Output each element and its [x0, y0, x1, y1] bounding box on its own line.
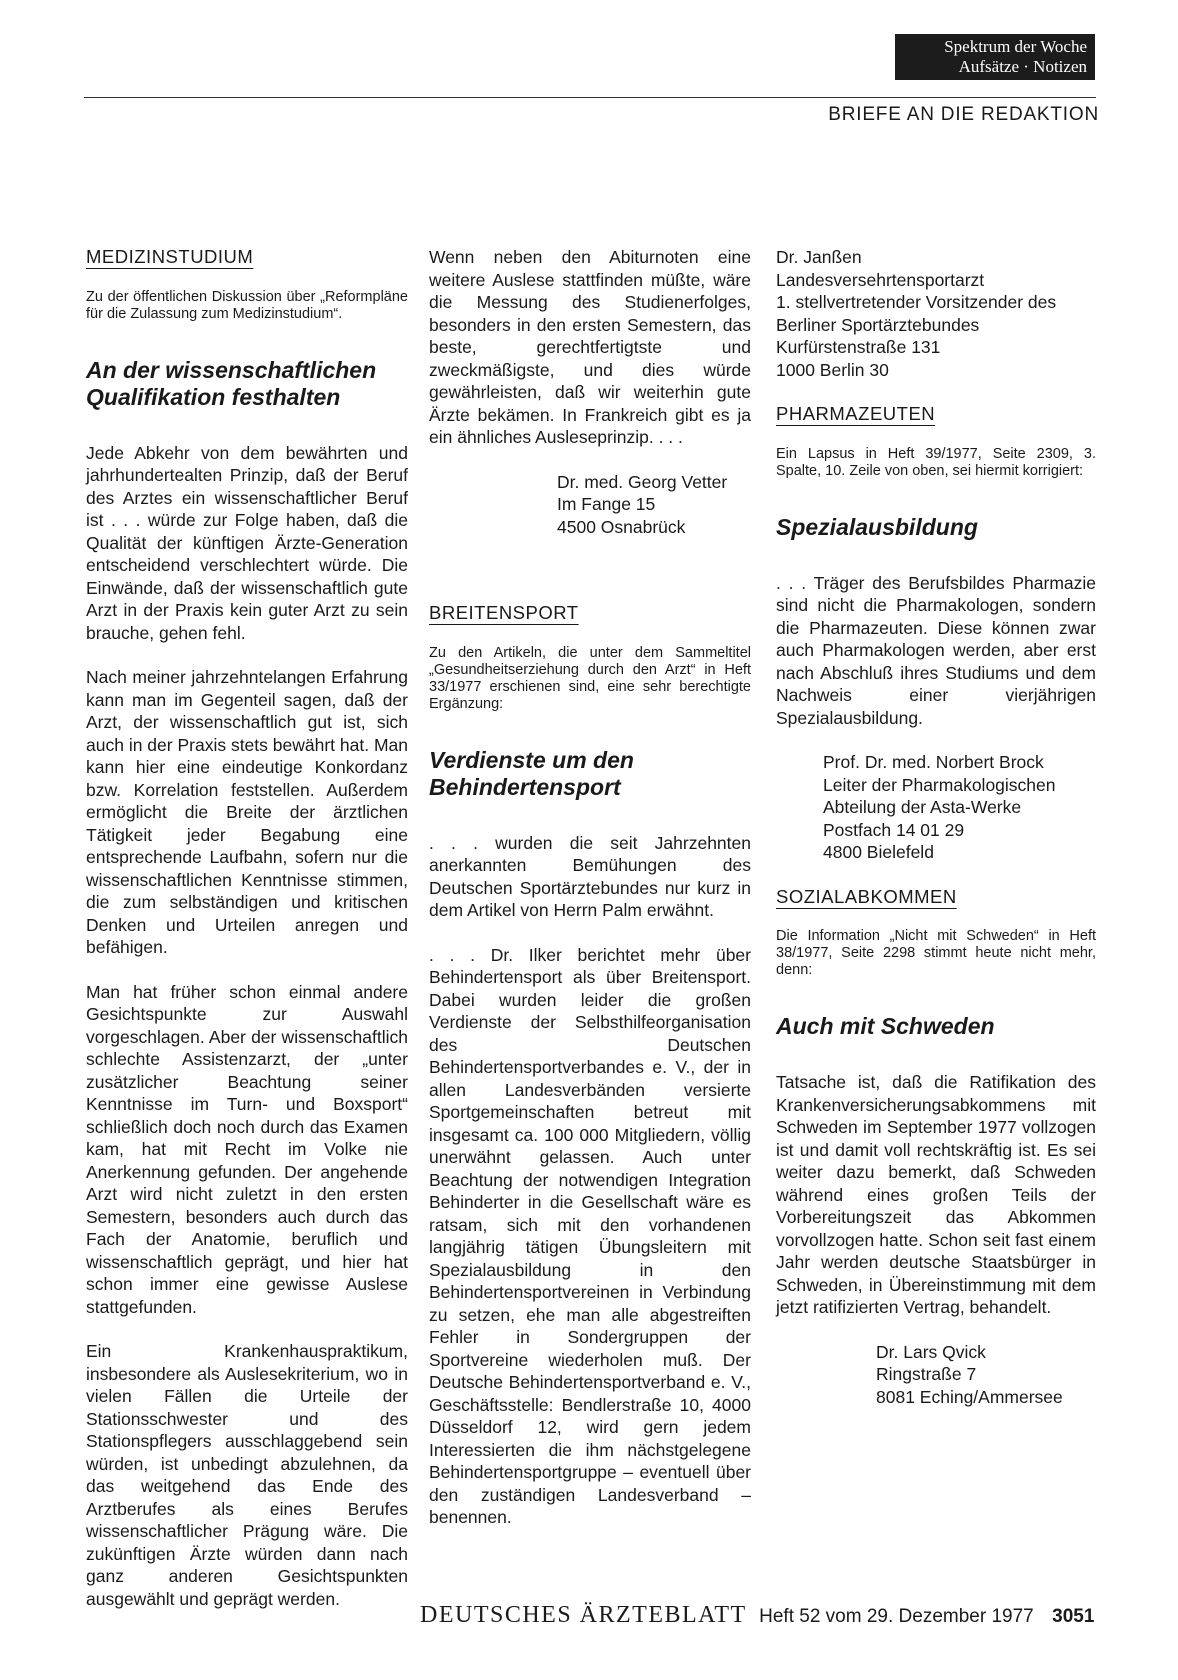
- signature-line: Abteilung der Asta-Werke: [823, 797, 1022, 817]
- page-number: 3051: [1052, 1606, 1095, 1627]
- rubric-sozialabkommen: SOZIALABKOMMEN: [776, 885, 957, 907]
- letter-headline: Auch mit Schweden: [776, 1013, 995, 1039]
- page-footer: [420, 1602, 1094, 1629]
- signature-line: 1000 Berlin 30: [776, 359, 889, 380]
- letter-signature: [776, 246, 1096, 381]
- signature-line: Dr. Janßen: [776, 247, 862, 267]
- signature-line: 4500 Osnabrück: [557, 516, 686, 537]
- rubric-pharmazeuten: PHARMAZEUTEN: [776, 403, 936, 424]
- letter-paragraph: . . . wurden die seit Jahrzehnten anerkannten Bemühungen des Deutschen Sportärztebundes nur kurz in dem Artikel von Herrn Palm erwähnt.: [429, 832, 751, 920]
- signature-line: Im Fange 15: [557, 494, 656, 514]
- signature-line: Dr. med. Georg Vetter: [557, 471, 728, 492]
- letter-intro: Zu den Artikeln, die unter dem Sammeltitel „Gesundheitserziehung durch den Arzt“ in Heft 33/1977 erschienen sind, eine sehr berechtigte Ergänzung:: [429, 644, 751, 712]
- signature-line: 1. stellvertretender Vorsitzender des Berliner Sportärztebundes: [776, 292, 1057, 335]
- header-rule: [84, 97, 1096, 98]
- rubric-medizinstudium: MEDIZINSTUDIUM: [86, 246, 254, 267]
- signature-line: Leiter der Pharmakologischen: [823, 774, 1056, 795]
- section-badge: [895, 34, 1095, 80]
- column-2: [429, 246, 751, 1551]
- letter-signature: [876, 1341, 1096, 1409]
- signature-line: Prof. Dr. med. Norbert Brock: [823, 752, 1044, 772]
- column-1: [86, 246, 408, 1632]
- letter-signature: [823, 751, 1096, 864]
- issue-info: Heft 52 vom 29. Dezember 1977: [759, 1606, 1034, 1627]
- letter-intro: Ein Lapsus in Heft 39/1977, Seite 2309, 3. Spalte, 10. Zeile von oben, sei hiermit korrigiert:: [776, 445, 1096, 479]
- letter-paragraph: Nach meiner jahrzehntelangen Erfahrung kann man im Gegenteil sagen, daß der Arzt, der wissenschaftlich gut ist, sich auch in der Praxis stets bewährt hat. Man kann hier eine eindeutige Konkordanz bzw. Korrelation feststellen. Außerdem ermöglicht die Breite der ärztlichen Tätigkeit jeder Begabung eine entsprechende Laufbahn, sofern nur die wissenschaftlichen Kenntnisse stimmen, die zum selbständigen und kritischen Denken und Urteilen anregen und befähigen.: [86, 667, 408, 957]
- letter-headline: An der wissenschaftlichen Qualifikation festhalten: [86, 356, 377, 410]
- column-3: [776, 246, 1096, 1430]
- letter-intro: Die Information „Nicht mit Schweden“ in Heft 38/1977, Seite 2298 stimmt heute nicht mehr, denn:: [776, 928, 1096, 978]
- letter-paragraph: Jede Abkehr von dem bewährten und jahrhundertealten Prinzip, daß der Beruf des Arztes ein wissenschaftlicher Beruf ist . . . würde zur Folge haben, daß die Qualität der künftigen Ärzte-Generation entscheidend verschlechtert würde. Die Einwände, daß der wissenschaftlich gute Arzt in der Praxis kein guter Arzt zu sein brauche, gehen fehl.: [86, 442, 408, 643]
- signature-line: 4800 Bielefeld: [823, 842, 934, 862]
- letter-paragraph: . . . Träger des Berufsbildes Pharmazie sind nicht die Pharmakologen, sondern die Pharmazeuten. Diese können zwar auch Pharmakologen werden, aber erst nach Abschluß ihres Studiums und dem Nachweis einer vierjährigen Spezialausbildung.: [776, 572, 1096, 728]
- journal-name: DEUTSCHES ÄRZTEBLATT: [420, 1602, 747, 1628]
- signature-line: Dr. Lars Qvick: [876, 1341, 986, 1362]
- letter-headline: Verdienste um den Behindertensport: [429, 746, 634, 800]
- signature-line: Landesversehrtensportarzt: [776, 269, 985, 290]
- letter-paragraph: Tatsache ist, daß die Ratifikation des Krankenversicherungsabkommens mit Schweden im September 1977 vollzogen ist und damit voll rechtskräftig ist. Es sei weiter dazu bemerkt, daß Schweden während eines großen Teils der Vorbereitungszeit das Abkommen vorvollzogen hatte. Schon seit fast einem Jahr werden deutsche Staatsbürger in Schweden, in Übereinstimmung mit dem jetzt ratifizierten Vertrag, behandelt.: [776, 1072, 1096, 1317]
- signature-line: Postfach 14 01 29: [823, 819, 965, 840]
- signature-line: Ringstraße 7: [876, 1364, 977, 1384]
- rubric-breitensport: BREITENSPORT: [429, 602, 579, 623]
- letter-intro: Zu der öffentlichen Diskussion über „Reformpläne für die Zulassung zum Medizinstudium“.: [86, 288, 408, 322]
- section-kicker: BRIEFE AN DIE REDAKTION: [828, 104, 1099, 125]
- letter-paragraph: Ein Krankenhauspraktikum, insbesondere als Auslesekriterium, wo in vielen Fällen die Urteile der Stationsschwester und des Stationspflegers ausschlaggebend sein würden, ist unbedingt abzulehnen, da das weitgehend das Ende des Arztberufes als eines Berufes wissenschaftlicher Prägung wäre. Die zukünftigen Ärzte würden dann nach ganz anderen Gesichtspunkten ausgewählt und geprägt werden.: [86, 1341, 408, 1609]
- signature-line: 8081 Eching/Ammersee: [876, 1386, 1063, 1407]
- letter-paragraph: Wenn neben den Abiturnoten eine weitere Auslese stattfinden müßte, wäre die Messung des Studienerfolges, besonders in den ersten Semestern, das beste, gerechtfertigtste und zweckmäßigste, und dies würde gewährleisten, daß wir weiterhin gute Ärzte bekämen. In Frankreich gibt es ja ein ähnliches Ausleseprinzip. . . .: [429, 247, 751, 447]
- letter-paragraph: Man hat früher schon einmal andere Gesichtspunkte zur Auswahl vorgeschlagen. Aber der wissenschaftlich schlechte Assistenzarzt, der „unter zusätzlicher Beachtung seiner Kenntnisse im Turn- und Boxsport“ schließlich doch noch durch das Examen kam, hat mit Recht im Volke nie Anerkennung gefunden. Der angehende Arzt wird nicht zuletzt in den ersten Semestern, besonders auch durch das Fach der Anatomie, beruflich und wissenschaftlich geprägt, und hier hat schon immer eine gewisse Auslese stattgefunden.: [86, 981, 408, 1317]
- letter-headline: Spezialausbildung: [776, 513, 978, 540]
- letter-signature: [557, 471, 751, 539]
- signature-line: Kurfürstenstraße 131: [776, 337, 941, 357]
- badge-line-2: Aufsätze · Notizen: [958, 57, 1087, 76]
- badge-line-1: Spektrum der Woche: [944, 37, 1087, 56]
- letter-paragraph: . . . Dr. Ilker berichtet mehr über Behindertensport als über Breitensport. Dabei wurden leider die großen Verdienste der Selbsthilfeorganisation des Deutschen Behindertensportverbandes e. V., der in allen Landesverbänden versierte Sportgemeinschaften betreut mit insgesamt ca. 100 000 Mitgliedern, völlig unerwähnt gelassen. Auch unter Beachtung der notwendigen Integration Behinderter in die Gesellschaft wäre es ratsam, sich mit den vorhandenen langjährig tätigen Übungsleitern mit Spezialausbildung in den Behindertensportvereinen in Verbindung zu setzen, ehe man alle abgestreiften Fehler in Sondergruppen der Sportvereine wiederholen muß. Der Deutsche Behindertensportverband e. V., Geschäftsstelle: Bendlerstraße 10, 4000 Düsseldorf 12, wird gern jedem Interessierten die ihm nächstgelegene Behindertensportgruppe – eventuell über den zuständigen Landesverband – benennen.: [429, 944, 751, 1527]
